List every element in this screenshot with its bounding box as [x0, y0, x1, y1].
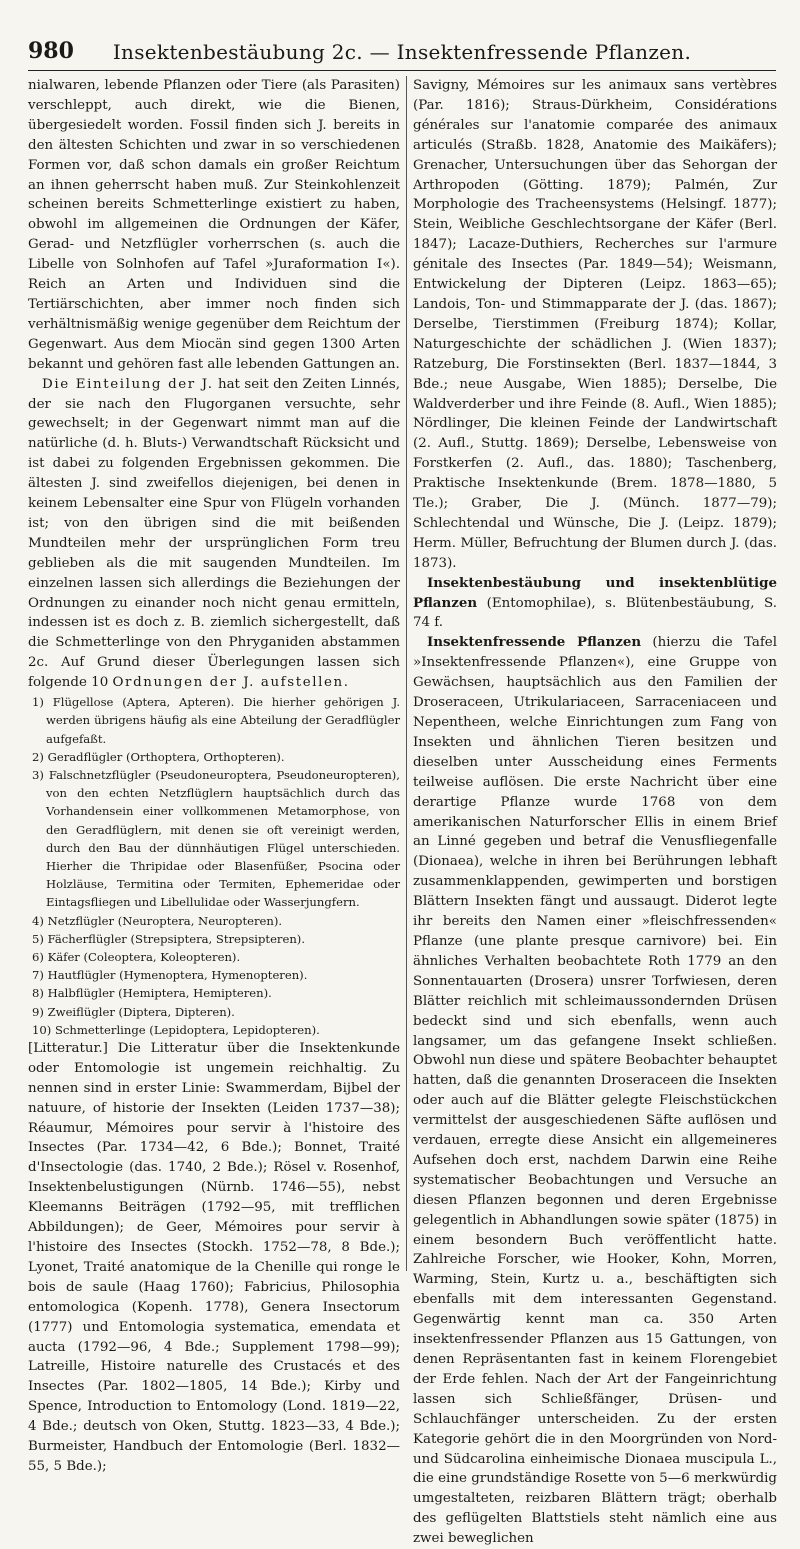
list-item: 9) Zweiflügler (Diptera, Dipteren). — [32, 1004, 235, 1019]
left-paragraph-1: nialwaren, lebende Pflanzen oder Tiere (als Parasiten) verschleppt, auch direkt, wie die Bienen, übergesiedelt worden. Fossil finden sich J. bereits in den ältesten Schichten und zwar in so verschiedenen Formen vor, daß schon damals ein großer Reichtum an ihnen geherrscht haben muß. Zur Steinkohlenzeit scheinen bereits Schmetterlinge existiert zu haben, obwohl im allgemeinen die Ordnungen der Käfer, Gerad- und Netzflügler vorherrschen (s. auch die Libelle von Solnhofen auf Tafel »Juraformation I«). Reich an Arten und Individuen sind die Tertiärschichten, aber immer noch finden sich verhältnismäßig wenige gegenüber dem Reichtum der Gegenwart. Aus dem Miocän sind gegen 1300 Arten bekannt und gehören fast alle lebenden Gattungen an. — [28, 78, 400, 372]
section-lead: Die Einteilung der J. — [42, 376, 214, 392]
right-column — [413, 76, 777, 1547]
column-divider — [406, 76, 407, 1271]
list-item: 10) Schmetterlinge (Lepidoptera, Lepidopteren). — [32, 1022, 320, 1037]
left-column — [28, 76, 400, 1474]
list-item: 1) Flügellose (Aptera, Apteren). Die hierher gehörigen J. werden übrigens häufig als eine Abteilung der Geradflügler aufgefaßt. — [32, 695, 400, 746]
entry-insectivorous-plants — [413, 633, 777, 1549]
list-item: 3) Falschnetzflügler (Pseudoneuroptera, Pseudoneuropteren), von den echten Netzflüglern hauptsächlich durch das Vorhandensein einer vollkommenen Metamorphose, von den Geradflüglern, mit denen sie oft vereinigt werden, durch den Bau der dünnhäutigen Flügel unterschieden. Hierher die Thripidae oder Blasenfüßer, Psocina oder Holzläuse, Termitina oder Termiten, Ephemeridae oder Eintagsfliegen und Libellulidae oder Wasserjungfern. — [32, 767, 400, 910]
list-item: 4) Netzflügler (Neuroptera, Neuropteren). — [32, 913, 283, 928]
order-list — [28, 693, 400, 1039]
left-paragraph-2-tail: Ordnungen der J. aufstellen. — [112, 675, 350, 691]
entry-heading: Insektenfressende Pflanzen — [427, 634, 642, 651]
entry-insect-pollination — [413, 574, 777, 634]
right-paragraph-1: Savigny, Mémoires sur les animaux sans vertèbres (Par. 1816); Straus-Dürkheim, Considérations générales sur l'anatomie comparée des animaux articulés (Straßb. 1828, Anatomie des Maikäfers); Grenacher, Untersuchungen über das Sehorgan der Arthropoden (Götting. 1879); Palmén, Zur Morphologie des Tracheensystems (Helsingf. 1877); Stein, Weibliche Geschlechtsorgane der Käfer (Berl. 1847); Lacaze-Duthiers, Recherches sur l'armure génitale des Insectes (Par. 1849—54); Weismann, Entwickelung der Dipteren (Leipz. 1863—65); Landois, Ton- und Stimmapparate der J. (das. 1867); Derselbe, Tierstimmen (Freiburg 1874); Kollar, Naturgeschichte der schädlichen J. (Wien 1837); Ratzeburg, Die Forstinsekten (Berl. 1837—1844, 3 Bde.; neue Ausgabe, Wien 1885); Derselbe, Die Waldverderber und ihre Feinde (8. Aufl., Wien 1885); Nördlinger, Die kleinen Feinde der Landwirtschaft (2. Aufl., Stuttg. 1869); Derselbe, Lebensweise von Forstkerfen (2. Aufl., das. 1880); Taschenberg, Praktische Insektenkunde (Brem. 1878—1880, 5 Tle.); Graber, Die J. (Münch. 1877—79); Schlechtendal und Wünsche, Die J. (Leipz. 1879); Herm. Müller, Befruchtung der Blumen durch J. (das. 1873). — [413, 78, 777, 571]
page-number: 980 — [28, 38, 74, 64]
literature-label: [Litteratur.] — [28, 1040, 108, 1056]
entry-heading: Insektenbestäubung und insektenblütige Pflanzen — [413, 574, 777, 611]
left-paragraph-2-body: hat seit den Zeiten Linnés, der sie nach den Flugorganen versuchte, sehr gewechselt; in der Gegenwart nimmt man auf die natürliche (d. h. Bluts-) Verwandtschaft Rücksicht und ist dabei zu folgenden Ergebnissen gekommen. Die ältesten J. sind zweifellos diejenigen, bei denen in keinem Lebensalter eine Spur von Flügeln vorhanden ist; von den übrigen sind die mit beißenden Mundteilen mehr der ursprünglichen Form treu geblieben als die mit saugenden Mundteilen. Im einzelnen lassen sich allerdings die Beziehungen der Ordnungen zu einander noch nicht genau ermitteln, indessen ist es doch z. B. ziemlich sichergestellt, daß die Schmetterlinge von den Phryganiden abstammen 2c. Auf Grund dieser Überlegungen lassen sich folgende 10 — [28, 376, 400, 691]
list-item: 2) Geradflügler (Orthoptera, Orthopteren). — [32, 749, 285, 764]
literature-body: Die Litteratur über die Insektenkunde oder Entomologie ist ungemein reichhaltig. Zu nennen sind in erster Linie: Swammerdam, Bijbel der natuure, of historie der Insekten (Leiden 1737—38); Réaumur, Mémoires pour servir à l'histoire des Insectes (Par. 1734—42, 6 Bde.); Bonnet, Traité d'Insectologie (das. 1740, 2 Bde.); Rösel v. Rosenhof, Insektenbelustigungen (Nürnb. 1746—55), nebst Kleemanns Beiträgen (1792—95, mit trefflichen Abbildungen); de Geer, Mémoires pour servir à l'histoire des Insectes (Stockh. 1752—78, 8 Bde.); Lyonet, Traité anatomique de la Chenille qui ronge le bois de saule (Haag 1760); Fabricius, Philosophia entomologica (Kopenh. 1778), Genera Insectorum (1777) und Entomologia systematica, emendata et aucta (1792—96, 4 Bde.; Supplement 1798—99); Latreille, Histoire naturelle des Crustacés et des Insectes (Par. 1802—1805, 14 Bde.); Kirby und Spence, Introduction to Entomology (Lond. 1819—22, 4 Bde.; deutsch von Oken, Stuttg. 1823—33, 4 Bde.); Burmeister, Handbuch der Entomologie (Berl. 1832—55, 5 Bde.); — [28, 1040, 400, 1474]
list-item: 7) Hautflügler (Hymenoptera, Hymenopteren). — [32, 968, 308, 983]
list-item: 5) Fächerflügler (Strepsiptera, Strepsipteren). — [32, 931, 306, 946]
page-header — [28, 38, 776, 71]
literature-paragraph — [28, 1039, 400, 1477]
entry-body: (hierzu die Tafel »Insektenfressende Pflanzen«), eine Gruppe von Gewächsen, hauptsächlich aus den Familien der Droseraceen, Utrikulariaceen, Sarraceniaceen und Nepentheen, welche Einrichtungen zum Fang von Insekten und ähnlichen Tieren besitzen und dieselben unter Ausscheidung eines Ferments teilweise auflösen. Die erste Nachricht über eine derartige Pflanze wurde 1768 von dem amerikanischen Naturforscher Ellis in einem Brief an Linné gegeben und betraf die Venusfliegenfalle (Dionaea), welche in ihren bei Berührungen lebhaft zusammenklappenden, gewimperten und borstigen Blättern Insekten fängt und aussaugt. Diderot legte ihr bereits den Namen einer »fleischfressenden« Pflanze (une plante presque carnivore) bei. Ein ähnliches Verhalten beobachtete Roth 1779 an den Sonnentauarten (Drosera) unsrer Torfwiesen, deren Blätter reichlich mit schleimaussondernden Drüsen bedeckt sind und sich ebenfalls, wenn auch langsamer, um das gefangene Insekt schließen. Obwohl nun diese und spätere Beobachter behauptet hatten, daß die genannten Droseraceen die Insekten oder auch auf die Blätter gelegte Fleischstückchen vermittelst der ausgeschiedenen Säfte auflösen und verdauen, erregte diese Ansicht ein allgemeineres Aufsehen doch erst, nachdem Darwin eine Reihe systematischer Beobachtungen und Versuche an diesen Pflanzen begonnen und deren Ergebnisse gelegentlich in Abhandlungen sowie später (1875) in einem besondern Buch veröffentlicht hatte. Zahlreiche Forscher, wie Hooker, Kohn, Morren, Warming, Stein, Kurtz u. a., beschäftigten sich ebenfalls mit dem interessanten Gegenstand. Gegenwärtig kennt man ca. 350 Arten insektenfressender Pflanzen aus 15 Gattungen, von denen Repräsentanten fast in keinem Florengebiet der Erde fehlen. Nach der Art der Fangeinrichtung lassen sich Schließfänger, Drüsen- und Schlauchfänger unterscheiden. Zu der ersten Kategorie gehört die in den Moorgründen von Nord- und Südcarolina einheimische Dionaea muscipula L., die eine grundständige Rosette von 5—6 merkwürdig umgestalteten, reizbaren Blättern trägt; oberhalb des geflügelten Blattstiels steht nämlich eine aus zwei beweglichen — [413, 635, 777, 1547]
list-item: 6) Käfer (Coleoptera, Koleopteren). — [32, 949, 241, 964]
entry-body: (Entomophilae), s. Blütenbestäubung, S. 74 f. — [413, 595, 777, 631]
running-title: Insektenbestäubung 2c. — Insektenfressende Pflanzen. — [112, 40, 692, 64]
list-item: 8) Halbflügler (Hemiptera, Hemipteren). — [32, 986, 272, 1001]
left-paragraph-2 — [28, 375, 400, 694]
